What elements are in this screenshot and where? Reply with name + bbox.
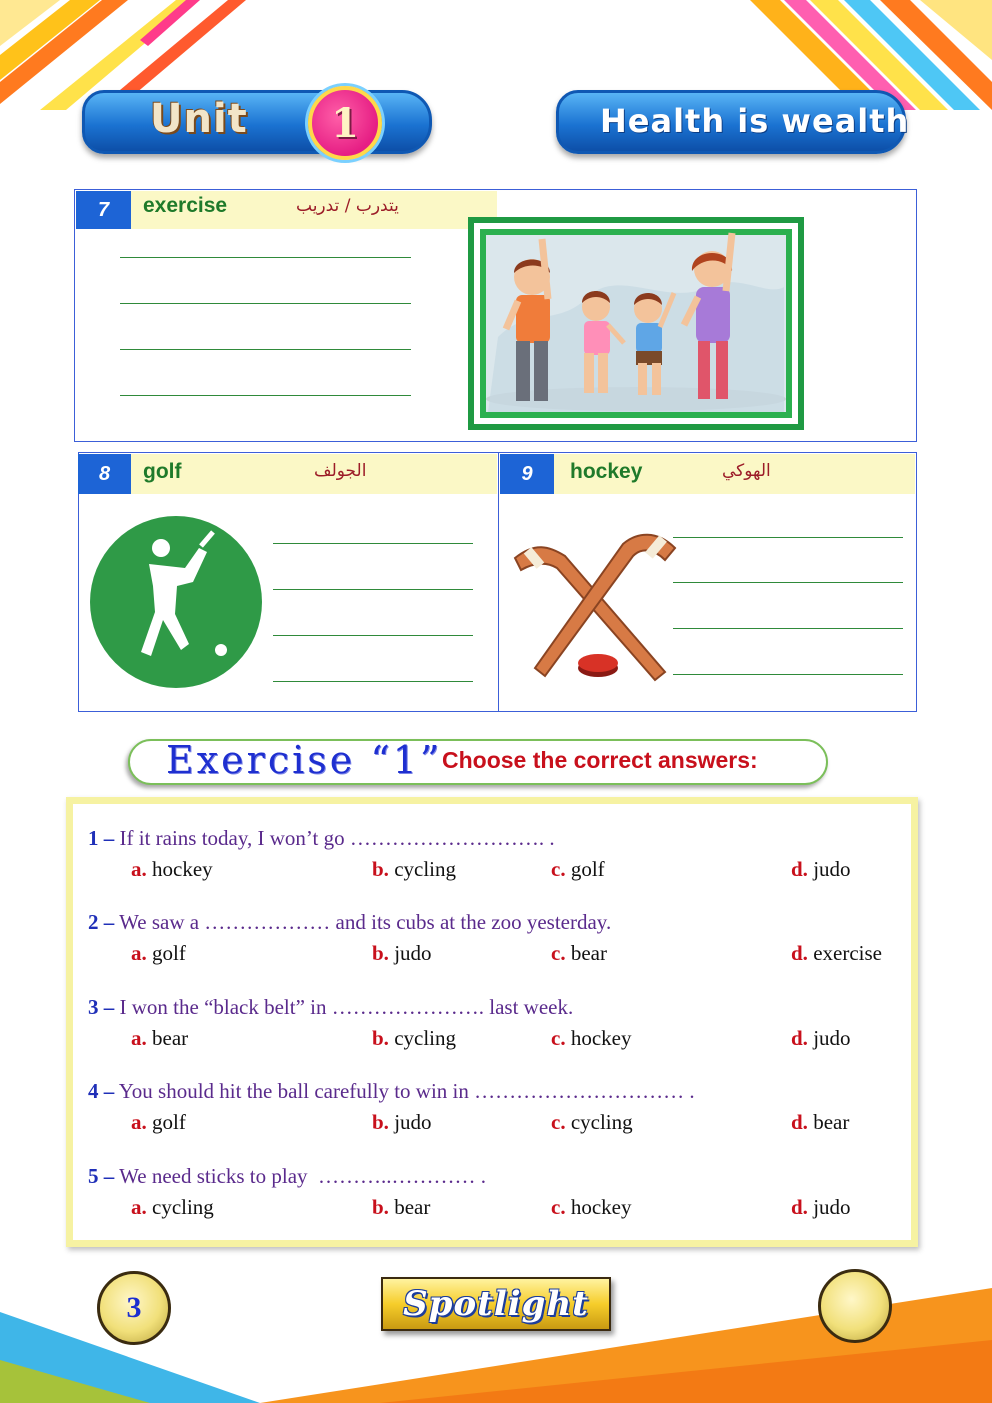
exercise-title: Exercise “1”	[166, 738, 443, 782]
question-text: 1 – If it rains today, I won’t go ………………………. .	[88, 826, 555, 850]
option-c[interactable]: c. bear	[551, 941, 607, 965]
arabic-word: يتدرب / تدريب	[296, 196, 399, 216]
writing-line	[673, 582, 903, 583]
writing-line	[120, 257, 411, 258]
writing-line	[273, 543, 473, 544]
writing-line	[673, 628, 903, 629]
english-word: hockey	[570, 460, 643, 483]
writing-line	[273, 681, 473, 682]
option-a[interactable]: a. cycling	[131, 1195, 214, 1219]
hockey-sticks-icon	[505, 522, 685, 686]
right-badge	[818, 1269, 892, 1343]
brand-name: Spotlight	[403, 1284, 589, 1324]
question-text: 4 – You should hit the ball carefully to win in ………………………… .	[88, 1079, 695, 1103]
writing-line	[673, 674, 903, 675]
vocab-number: 7	[76, 191, 131, 229]
spotlight-logo	[381, 1277, 611, 1331]
english-word: golf	[143, 460, 182, 483]
writing-line	[120, 349, 411, 350]
option-d[interactable]: d. exercise	[791, 941, 882, 965]
option-a[interactable]: a. hockey	[131, 857, 213, 881]
option-a[interactable]: a. golf	[131, 941, 186, 965]
english-word: exercise	[143, 194, 228, 217]
option-b[interactable]: b. judo	[372, 1110, 432, 1134]
exercise-instruction: Choose the correct answers:	[442, 747, 758, 773]
unit-label: Unit	[150, 96, 248, 142]
family-exercising-picture	[468, 217, 804, 430]
golfer-icon	[89, 516, 263, 688]
vocab-number: 8	[78, 454, 131, 494]
option-b[interactable]: b. bear	[372, 1195, 431, 1219]
option-c[interactable]: c. hockey	[551, 1026, 632, 1050]
arabic-word: الجولف	[314, 461, 367, 481]
unit-title: Health is wealth	[600, 102, 910, 140]
option-d[interactable]: d. judo	[791, 1195, 851, 1219]
writing-line	[120, 303, 411, 304]
question-text: 2 – We saw a ……………… and its cubs at the zoo yesterday.	[88, 910, 612, 934]
option-c[interactable]: c. cycling	[551, 1110, 633, 1134]
option-d[interactable]: d. judo	[791, 1026, 851, 1050]
writing-line	[273, 635, 473, 636]
writing-line	[673, 537, 903, 538]
unit-number: 1	[331, 99, 359, 147]
option-b[interactable]: b. cycling	[372, 1026, 456, 1050]
page-number-badge	[97, 1271, 171, 1345]
vocab-number: 9	[500, 454, 554, 494]
question-text: 3 – I won the “black belt” in …………………. last week.	[88, 995, 574, 1019]
option-d[interactable]: d. judo	[791, 857, 851, 881]
writing-line	[273, 589, 473, 590]
option-a[interactable]: a. golf	[131, 1110, 186, 1134]
option-b[interactable]: b. judo	[372, 941, 432, 965]
option-c[interactable]: c. hockey	[551, 1195, 632, 1219]
unit-number-badge	[308, 86, 382, 160]
option-b[interactable]: b. cycling	[372, 857, 456, 881]
option-d[interactable]: d. bear	[791, 1110, 850, 1134]
writing-line	[120, 395, 411, 396]
page-number: 3	[126, 1291, 142, 1324]
arabic-word: الهوكي	[722, 461, 771, 481]
option-c[interactable]: c. golf	[551, 857, 605, 881]
question-text: 5 – We need sticks to play ………..………… .	[88, 1164, 487, 1188]
option-a[interactable]: a. bear	[131, 1026, 189, 1050]
